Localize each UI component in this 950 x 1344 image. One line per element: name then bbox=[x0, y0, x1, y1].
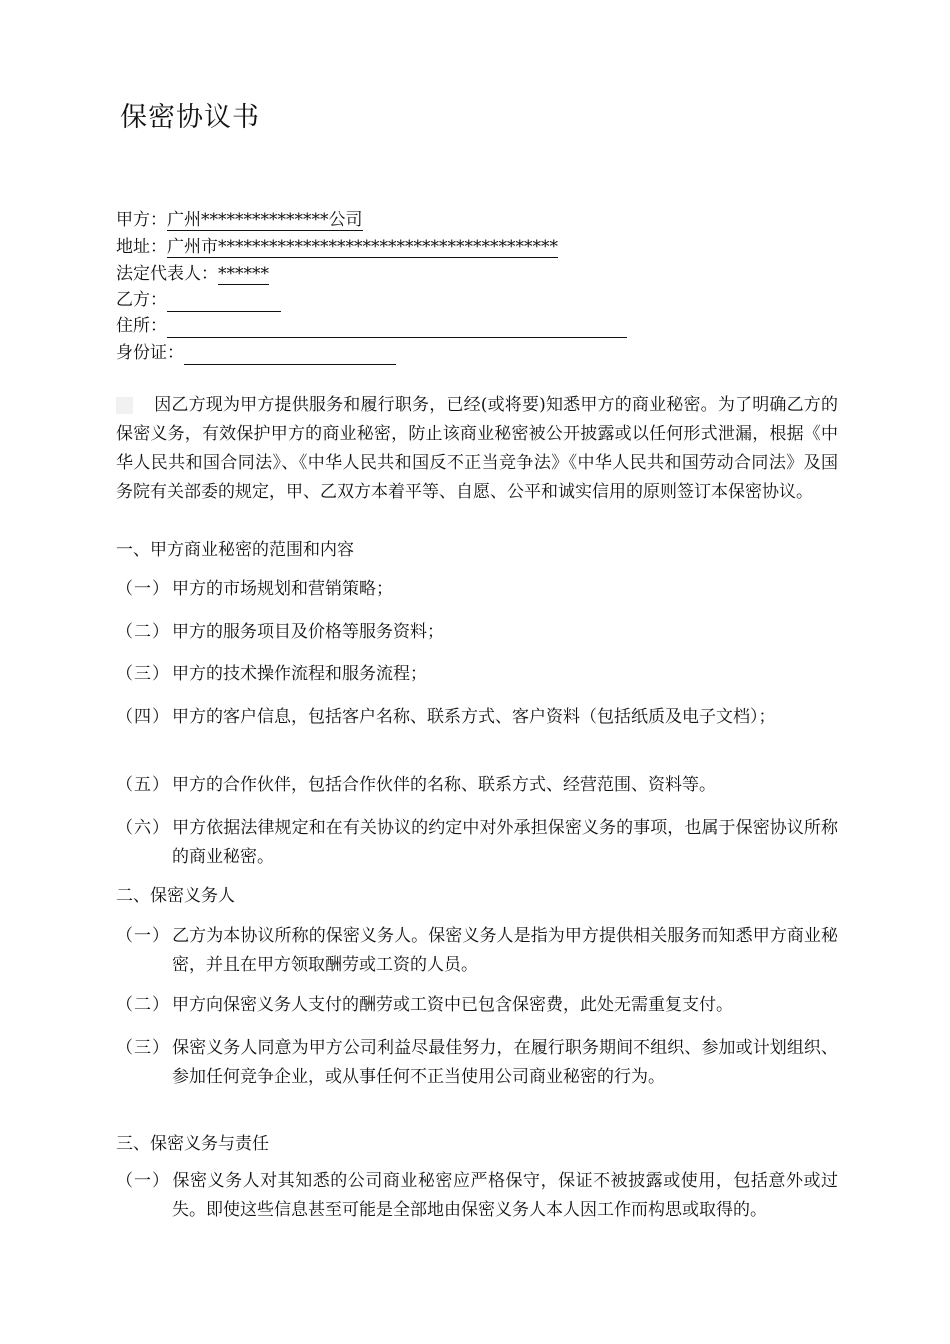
legal-rep-label: 法定代表人： bbox=[116, 264, 218, 284]
id-card-field bbox=[116, 341, 396, 365]
item-number: （四） bbox=[116, 707, 170, 727]
indent-marker bbox=[116, 397, 133, 414]
item-number: （二） bbox=[116, 995, 170, 1015]
party-a-field bbox=[116, 208, 363, 232]
section-2-item-3 bbox=[116, 1034, 838, 1092]
section-1-heading: 一、甲方商业秘密的范围和内容 bbox=[116, 540, 354, 560]
section-2-heading: 二、保密义务人 bbox=[116, 886, 235, 906]
party-a-label: 甲方： bbox=[116, 210, 167, 230]
preamble-text: 因乙方现为甲方提供服务和履行职务，已经(或将要)知悉甲方的商业秘密。为了明确乙方的保密义务，有效保护甲方的商业秘密，防止该商业秘密被公开披露或以任何形式泄漏，根据《中华人民共和国合同法》、《中华人民共和国反不正当竞争法》《中华人民共和国劳动合同法》及国务院有关部委的规定，甲、乙双方本着平等、自愿、公平和诚实信用的原则签订本保密协议。 bbox=[116, 395, 838, 502]
section-1-item-3 bbox=[116, 660, 838, 689]
residence-field bbox=[116, 314, 627, 338]
item-text: 保密义务人同意为甲方公司利益尽最佳努力，在履行职务期间不组织、参加或计划组织、参加任何竞争企业，或从事任何不正当使用公司商业秘密的行为。 bbox=[172, 1038, 838, 1087]
address-value: 广州市**************************************** bbox=[167, 237, 558, 257]
section-1-item-5 bbox=[116, 771, 838, 800]
section-3-heading: 三、保密义务与责任 bbox=[116, 1134, 269, 1154]
section-1-item-1 bbox=[116, 575, 838, 604]
item-number: （一） bbox=[116, 1171, 170, 1191]
item-number: （一） bbox=[116, 926, 170, 946]
item-text: 甲方的技术操作流程和服务流程； bbox=[172, 664, 427, 684]
id-card-blank bbox=[184, 346, 396, 365]
party-b-field bbox=[116, 288, 281, 312]
item-text: 甲方的服务项目及价格等服务资料； bbox=[172, 622, 444, 642]
address-label: 地址： bbox=[116, 237, 167, 257]
residence-blank bbox=[167, 319, 627, 338]
document-title: 保密协议书 bbox=[120, 102, 260, 133]
item-number: （六） bbox=[116, 818, 170, 838]
id-card-label: 身份证： bbox=[116, 343, 184, 363]
section-1-item-2 bbox=[116, 618, 838, 647]
preamble-paragraph bbox=[116, 391, 838, 507]
party-a-value: 广州***************公司 bbox=[167, 210, 363, 230]
item-number: （三） bbox=[116, 664, 170, 684]
legal-rep-field bbox=[116, 262, 269, 286]
item-text: 甲方依据法律规定和在有关协议的约定中对外承担保密义务的事项，也属于保密协议所称的商业秘密。 bbox=[172, 818, 838, 867]
party-b-blank bbox=[167, 293, 281, 312]
residence-label: 住所： bbox=[116, 316, 167, 336]
item-text: 甲方向保密义务人支付的酬劳或工资中已包含保密费，此处无需重复支付。 bbox=[172, 995, 733, 1015]
item-number: （三） bbox=[116, 1038, 170, 1058]
item-text: 乙方为本协议所称的保密义务人。保密义务人是指为甲方提供相关服务而知悉甲方商业秘密，并且在甲方领取酬劳或工资的人员。 bbox=[172, 926, 838, 975]
section-3-item-1 bbox=[116, 1167, 838, 1225]
section-2-item-2 bbox=[116, 991, 838, 1020]
legal-rep-value: ****** bbox=[218, 264, 269, 284]
section-1-item-4 bbox=[116, 703, 838, 732]
address-field bbox=[116, 235, 558, 259]
item-number: （二） bbox=[116, 622, 170, 642]
item-text: 甲方的客户信息，包括客户名称、联系方式、客户资料（包括纸质及电子文档）； bbox=[172, 707, 776, 727]
item-text: 甲方的市场规划和营销策略； bbox=[172, 579, 393, 599]
item-number: （一） bbox=[116, 579, 170, 599]
item-text: 甲方的合作伙伴，包括合作伙伴的名称、联系方式、经营范围、资料等。 bbox=[172, 775, 716, 795]
section-2-item-1 bbox=[116, 922, 838, 980]
party-b-label: 乙方： bbox=[116, 290, 167, 310]
section-1-item-6 bbox=[116, 814, 838, 872]
item-text: 保密义务人对其知悉的公司商业秘密应严格保守，保证不被披露或使用，包括意外或过失。即使这些信息甚至可能是全部地由保密义务人本人因工作而构思或取得的。 bbox=[172, 1171, 838, 1220]
item-number: （五） bbox=[116, 775, 170, 795]
